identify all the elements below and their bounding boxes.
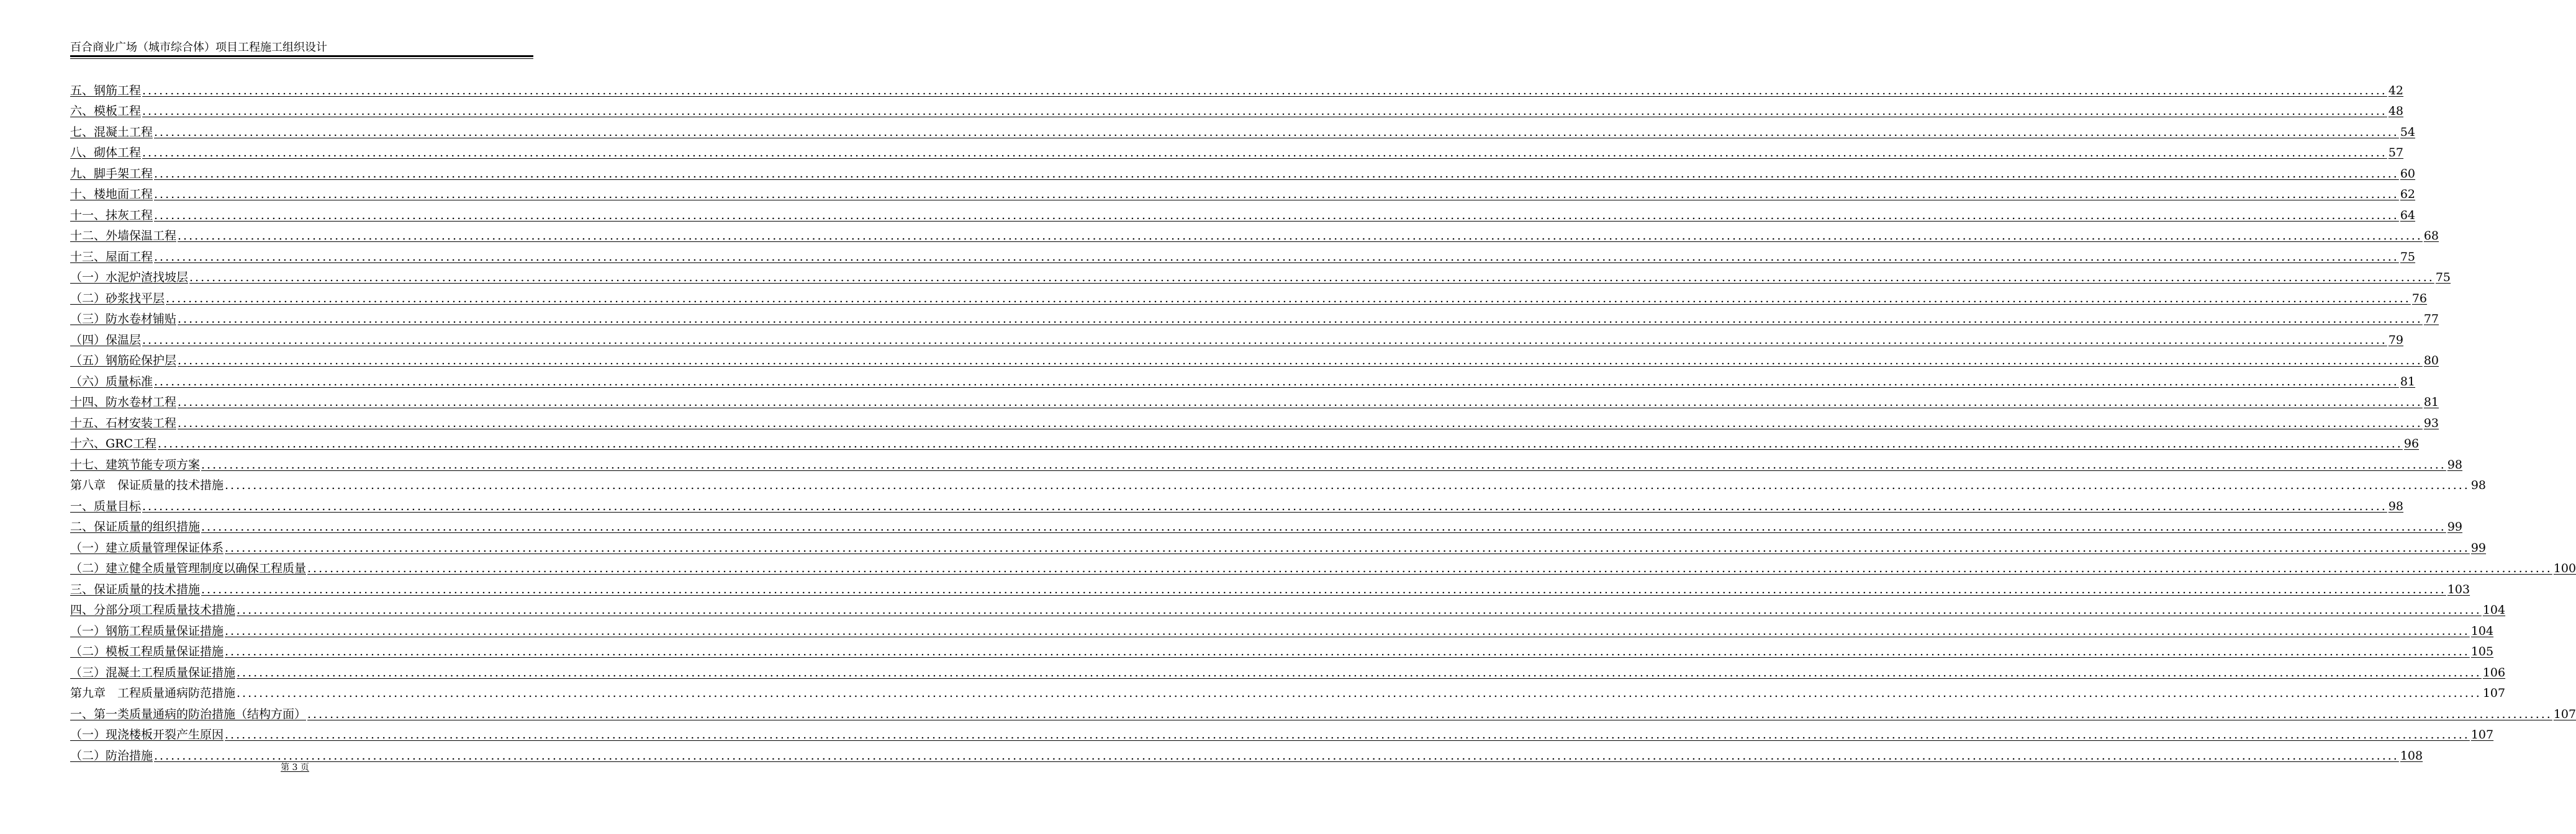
toc-entry-title: （三）防水卷材铺贴 [70, 312, 177, 326]
toc-entry-title: 十五、石材安装工程 [70, 416, 177, 430]
toc-entry-title: （一）水泥炉渣找坡层 [70, 271, 189, 284]
toc-entry-page: 80 [2423, 354, 2439, 367]
toc-entry[interactable] [70, 514, 2463, 535]
toc-entry-title: 一、第一类质量通病的防治措施（结构方面） [70, 707, 307, 721]
table-of-contents [70, 77, 2576, 763]
toc-entry-title: （二）砂浆找平层 [70, 291, 165, 305]
toc-dot-leader: ................................................................................................................................................................................................................................................................................................................................................................................................................ [178, 354, 2423, 367]
toc-dot-leader: ................................................................................................................................................................................................................................................................................................................................................................................................................ [178, 416, 2423, 430]
toc-dot-leader: ................................................................................................................................................................................................................................................................................................................................................................................................................ [166, 291, 2411, 305]
toc-entry-title: 十三、屋面工程 [70, 249, 153, 264]
toc-dot-leader: ................................................................................................................................................................................................................................................................................................................................................................................................................ [142, 146, 2387, 159]
toc-entry-page: 57 [2388, 146, 2404, 159]
toc-dot-leader: ................................................................................................................................................................................................................................................................................................................................................................................................................ [225, 478, 2470, 492]
toc-entry[interactable] [70, 285, 2428, 306]
toc-entry-page: 103 [2447, 582, 2470, 596]
toc-entry-page: 54 [2400, 125, 2416, 139]
toc-entry[interactable] [70, 597, 2506, 618]
toc-entry-page: 76 [2411, 291, 2428, 305]
toc-entry-page: 99 [2447, 520, 2463, 534]
toc-entry-page: 108 [2400, 748, 2423, 763]
toc-dot-leader: ................................................................................................................................................................................................................................................................................................................................................................................................................ [154, 249, 2399, 264]
toc-dot-leader: ................................................................................................................................................................................................................................................................................................................................................................................................................ [178, 229, 2423, 243]
toc-entry-page: 107 [2482, 686, 2506, 700]
header-divider-thin [70, 58, 533, 59]
toc-entry-title: （五）钢筋砼保护层 [70, 354, 177, 367]
toc-entry[interactable] [70, 368, 2416, 389]
toc-entry-title: 九、脚手架工程 [70, 166, 153, 181]
toc-dot-leader: ................................................................................................................................................................................................................................................................................................................................................................................................................ [158, 437, 2403, 451]
toc-dot-leader: ................................................................................................................................................................................................................................................................................................................................................................................................................ [307, 562, 2552, 575]
toc-entry-title: 二、保证质量的组织措施 [70, 520, 201, 534]
toc-dot-leader: ................................................................................................................................................................................................................................................................................................................................................................................................................ [225, 540, 2470, 555]
toc-dot-leader: ................................................................................................................................................................................................................................................................................................................................................................................................................ [178, 312, 2423, 326]
toc-entry[interactable] [70, 493, 2404, 514]
toc-dot-leader: ................................................................................................................................................................................................................................................................................................................................................................................................................ [225, 645, 2470, 658]
toc-entry-title: 第九章 工程质量通病防范措施 [70, 686, 236, 700]
toc-entry-title: 三、保证质量的技术措施 [70, 582, 201, 596]
toc-entry-page: 77 [2423, 312, 2439, 326]
toc-entry-title: （二）建立健全质量管理制度以确保工程质量 [70, 562, 307, 575]
toc-dot-leader: ................................................................................................................................................................................................................................................................................................................................................................................................................ [189, 271, 2434, 284]
toc-entry-title: 十、楼地面工程 [70, 187, 153, 201]
toc-entry-title: 五、钢筋工程 [70, 83, 142, 97]
toc-entry [70, 680, 2506, 701]
toc-entry-page: 96 [2403, 437, 2420, 451]
toc-entry[interactable] [70, 160, 2416, 181]
toc-entry[interactable] [70, 659, 2506, 680]
toc-entry-page: 106 [2482, 665, 2506, 679]
toc-dot-leader: ................................................................................................................................................................................................................................................................................................................................................................................................................ [154, 208, 2399, 222]
toc-entry [70, 472, 2487, 493]
toc-entry[interactable] [70, 348, 2439, 369]
toc-dot-leader: ................................................................................................................................................................................................................................................................................................................................................................................................................ [154, 125, 2399, 139]
toc-entry-title: 六、模板工程 [70, 104, 142, 118]
toc-entry-page: 98 [2447, 457, 2463, 472]
toc-entry[interactable] [70, 555, 2576, 576]
toc-entry-title: （一）钢筋工程质量保证措施 [70, 624, 224, 638]
toc-entry[interactable] [70, 534, 2487, 555]
toc-entry[interactable] [70, 410, 2439, 431]
toc-entry[interactable] [70, 639, 2494, 660]
toc-entry-page: 81 [2400, 374, 2416, 388]
toc-dot-leader: ................................................................................................................................................................................................................................................................................................................................................................................................................ [142, 83, 2387, 97]
toc-entry-title: （六）质量标准 [70, 374, 153, 388]
page-number: 第 3 页 [281, 763, 309, 773]
toc-dot-leader: ................................................................................................................................................................................................................................................................................................................................................................................................................ [154, 374, 2399, 388]
toc-entry-title: 八、砌体工程 [70, 146, 142, 159]
toc-entry-page: 93 [2423, 416, 2439, 430]
toc-entry-title: （一）建立质量管理保证体系 [70, 540, 224, 555]
toc-entry-page: 104 [2482, 603, 2506, 617]
toc-dot-leader: ................................................................................................................................................................................................................................................................................................................................................................................................................ [307, 707, 2552, 721]
toc-dot-leader: ................................................................................................................................................................................................................................................................................................................................................................................................................ [225, 728, 2470, 742]
toc-entry[interactable] [70, 326, 2404, 348]
toc-entry-page: 60 [2400, 166, 2416, 181]
toc-entry-title: 十二、外墙保温工程 [70, 229, 177, 243]
toc-entry[interactable] [70, 451, 2463, 472]
toc-entry-title: （二）模板工程质量保证措施 [70, 645, 224, 658]
toc-entry-title: 第八章 保证质量的技术措施 [70, 478, 224, 492]
toc-dot-leader: ................................................................................................................................................................................................................................................................................................................................................................................................................ [142, 333, 2387, 347]
toc-dot-leader: ................................................................................................................................................................................................................................................................................................................................................................................................................ [154, 166, 2399, 181]
toc-dot-leader: ................................................................................................................................................................................................................................................................................................................................................................................................................ [154, 748, 2399, 763]
toc-entry[interactable] [70, 202, 2416, 223]
toc-dot-leader: ................................................................................................................................................................................................................................................................................................................................................................................................................ [201, 457, 2446, 472]
toc-dot-leader: ................................................................................................................................................................................................................................................................................................................................................................................................................ [142, 499, 2387, 513]
toc-dot-leader: ................................................................................................................................................................................................................................................................................................................................................................................................................ [201, 582, 2446, 596]
toc-entry[interactable] [70, 617, 2494, 639]
toc-entry[interactable] [70, 742, 2423, 763]
toc-entry-page: 107 [2470, 728, 2494, 742]
header-divider-thick [70, 55, 533, 57]
toc-entry-title: （四）保温层 [70, 333, 142, 347]
toc-entry[interactable] [70, 431, 2420, 452]
toc-entry-title: 十七、建筑节能专项方案 [70, 457, 201, 472]
toc-entry-page: 99 [2470, 540, 2487, 555]
toc-dot-leader: ................................................................................................................................................................................................................................................................................................................................................................................................................ [225, 624, 2470, 638]
toc-entry-title: 四、分部分项工程质量技术措施 [70, 603, 236, 617]
toc-entry[interactable] [70, 223, 2439, 244]
page-footer [0, 762, 590, 773]
toc-dot-leader: ................................................................................................................................................................................................................................................................................................................................................................................................................ [237, 603, 2482, 617]
toc-entry[interactable] [70, 306, 2439, 327]
toc-entry-page: 48 [2388, 104, 2404, 118]
toc-entry-page: 79 [2388, 333, 2404, 347]
toc-entry[interactable] [70, 119, 2416, 140]
toc-entry[interactable] [70, 722, 2494, 743]
toc-entry-page: 75 [2400, 249, 2416, 264]
toc-entry[interactable] [70, 77, 2404, 98]
toc-dot-leader: ................................................................................................................................................................................................................................................................................................................................................................................................................ [237, 686, 2482, 700]
toc-entry-page: 62 [2400, 187, 2416, 201]
toc-entry-title: （三）混凝土工程质量保证措施 [70, 665, 236, 679]
toc-entry-title: 七、混凝土工程 [70, 125, 153, 139]
toc-entry[interactable] [70, 181, 2416, 202]
toc-entry-page: 98 [2470, 478, 2487, 492]
toc-entry[interactable] [70, 576, 2470, 597]
toc-entry-page: 64 [2400, 208, 2416, 222]
toc-entry-page: 81 [2423, 395, 2439, 409]
toc-entry-page: 98 [2388, 499, 2404, 513]
toc-dot-leader: ................................................................................................................................................................................................................................................................................................................................................................................................................ [201, 520, 2446, 534]
toc-dot-leader: ................................................................................................................................................................................................................................................................................................................................................................................................................ [142, 104, 2387, 118]
toc-entry-page: 42 [2388, 83, 2404, 97]
toc-dot-leader: ................................................................................................................................................................................................................................................................................................................................................................................................................ [237, 665, 2482, 679]
toc-entry-page: 104 [2470, 624, 2494, 638]
toc-entry[interactable] [70, 140, 2404, 161]
toc-entry[interactable] [70, 243, 2416, 264]
toc-entry-title: （二）防治措施 [70, 748, 153, 763]
toc-entry-title: 十四、防水卷材工程 [70, 395, 177, 409]
page-header-title: 百合商业广场（城市综合体）项目工程施工组织设计 [70, 41, 327, 54]
toc-entry[interactable] [70, 389, 2439, 410]
toc-entry-page: 68 [2423, 229, 2439, 243]
toc-dot-leader: ................................................................................................................................................................................................................................................................................................................................................................................................................ [154, 187, 2399, 201]
toc-entry-title: 一、质量目标 [70, 499, 142, 513]
toc-entry[interactable] [70, 264, 2451, 285]
toc-dot-leader: ................................................................................................................................................................................................................................................................................................................................................................................................................ [178, 395, 2423, 409]
toc-entry-page: 75 [2435, 271, 2451, 284]
toc-entry-title: 十一、抹灰工程 [70, 208, 153, 222]
toc-entry-page: 107 [2553, 707, 2576, 721]
toc-entry-title: 十六、GRC工程 [70, 437, 157, 451]
toc-entry-page: 105 [2470, 645, 2494, 658]
toc-entry[interactable] [70, 98, 2404, 119]
toc-entry[interactable] [70, 701, 2576, 722]
toc-entry-title: （一）现浇楼板开裂产生原因 [70, 728, 224, 742]
toc-entry-page: 100 [2553, 562, 2576, 575]
